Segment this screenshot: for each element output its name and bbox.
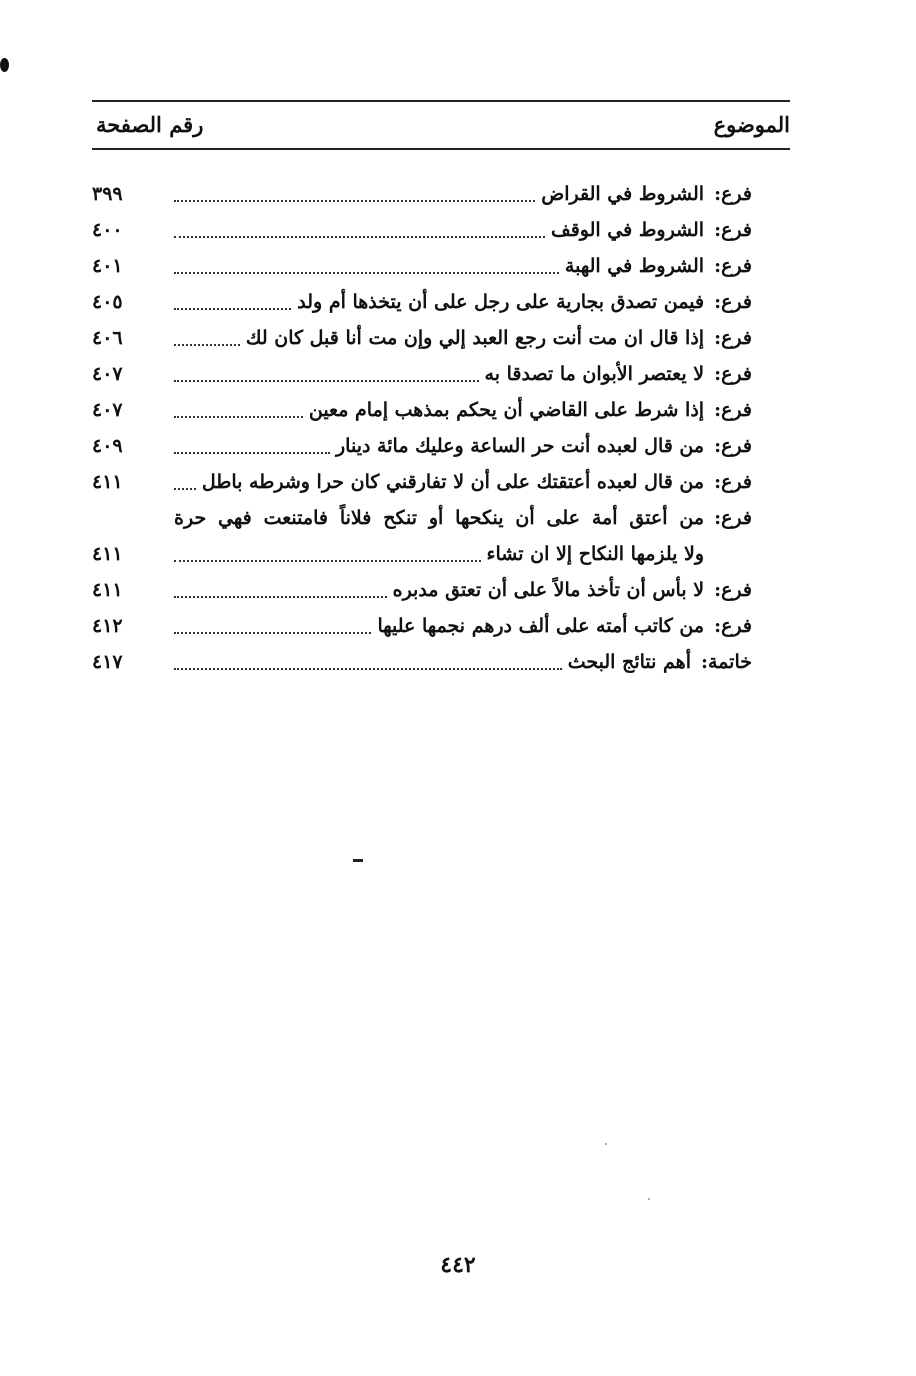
entry-title: من قال لعبده أعتقتك على أن لا تفارقني كان حرا وشرطه باطل [201,471,705,493]
entry-prefix: فرع: [714,579,752,601]
dot-leader [174,380,479,382]
entry-page-number: ٤١١ [92,579,123,601]
toc-entry[interactable] [92,428,752,464]
dot-leader [174,308,291,310]
header-top-rule [92,100,790,102]
entry-page-number: ٤١٧ [92,651,123,673]
entry-prefix: فرع: [714,255,752,277]
dot-leader [174,344,240,346]
dot-leader [174,632,371,634]
entry-title: من أعتق أمة على أن ينكحها أو تنكح فلاناً فامتنعت فهي حرة [174,507,705,529]
entry-title: الشروط في الوقف [551,219,705,241]
dot-leader [174,668,562,670]
toc-entry[interactable] [92,356,752,392]
entry-title: فيمن تصدق بجارية على رجل على أن يتخذها أم ولد [297,291,705,313]
table-of-contents [92,176,752,680]
entry-title: لا بأس أن تأخذ مالاً على أن تعتق مدبره [392,579,705,601]
entry-page-number: ٤١٢ [92,615,123,637]
toc-entry[interactable] [92,212,752,248]
toc-entry[interactable] [92,500,752,536]
entry-prefix: فرع: [714,615,752,637]
toc-entry[interactable] [92,572,752,608]
dot-leader [174,596,387,598]
entry-page-number: ٤٠٦ [92,327,123,349]
entry-title: أهم نتائج البحث [567,651,691,673]
entry-title: الشروط في الهبة [564,255,705,277]
entry-prefix: فرع: [714,399,752,421]
header-bottom-rule [92,148,790,150]
entry-page-number: ٤٠٩ [92,435,123,457]
paper-speck [605,1143,607,1145]
entry-title: من قال لعبده أنت حر الساعة وعليك مائة دينار [336,435,705,457]
entry-prefix: فرع: [714,435,752,457]
toc-entry-continuation[interactable] [92,536,752,572]
margin-mark [0,58,9,72]
entry-page-number: ٤٠٠ [92,219,123,241]
toc-entry[interactable] [92,320,752,356]
toc-entry[interactable] [92,392,752,428]
entry-prefix: فرع: [714,291,752,313]
entry-title: الشروط في القراض [541,183,705,205]
entry-page-number: ٤١١ [92,543,123,565]
entry-prefix: فرع: [714,183,752,205]
entry-prefix: خاتمة: [700,651,752,673]
entry-page-number: ٤٠٧ [92,363,123,385]
toc-entry[interactable] [92,464,752,500]
entry-prefix: فرع: [714,363,752,385]
entry-title: إذا قال ان مت أنت رجع العبد إلي وإن مت أنا قبل كان لك [245,327,705,349]
entry-title: إذا شرط على القاضي أن يحكم بمذهب إمام معين [308,399,705,421]
dot-leader [174,272,559,274]
entry-page-number: ٣٩٩ [92,183,123,205]
entry-prefix: فرع: [714,219,752,241]
entry-page-number: ٤٠١ [92,255,123,277]
dot-leader [174,488,196,490]
entry-title: من كاتب أمته على ألف درهم نجمها عليها [377,615,705,637]
toc-entry[interactable] [92,248,752,284]
dot-leader [174,236,545,238]
dot-leader [174,560,481,562]
entry-prefix: فرع: [714,327,752,349]
entry-page-number: ٤١١ [92,471,123,493]
toc-entry[interactable] [92,284,752,320]
page-number-footer: ٤٤٢ [440,1252,476,1278]
entry-title-continuation: ولا يلزمها النكاح إلا ان تشاء [486,543,705,565]
dot-leader [174,416,303,418]
entry-prefix: فرع: [714,507,752,529]
dot-leader [174,200,535,202]
toc-header [92,108,790,144]
toc-entry[interactable] [92,644,752,680]
entry-title: لا يعتصر الأبوان ما تصدقا به [484,363,705,385]
dot-leader [174,452,330,454]
toc-entry[interactable] [92,176,752,212]
stray-mark [353,859,363,862]
entry-page-number: ٤٠٥ [92,291,123,313]
entry-page-number: ٤٠٧ [92,399,123,421]
toc-entry[interactable] [92,608,752,644]
page-column-label: رقم الصفحة [96,112,204,137]
paper-speck [648,1198,650,1200]
entry-prefix: فرع: [714,471,752,493]
topic-column-label: الموضوع [713,112,790,137]
